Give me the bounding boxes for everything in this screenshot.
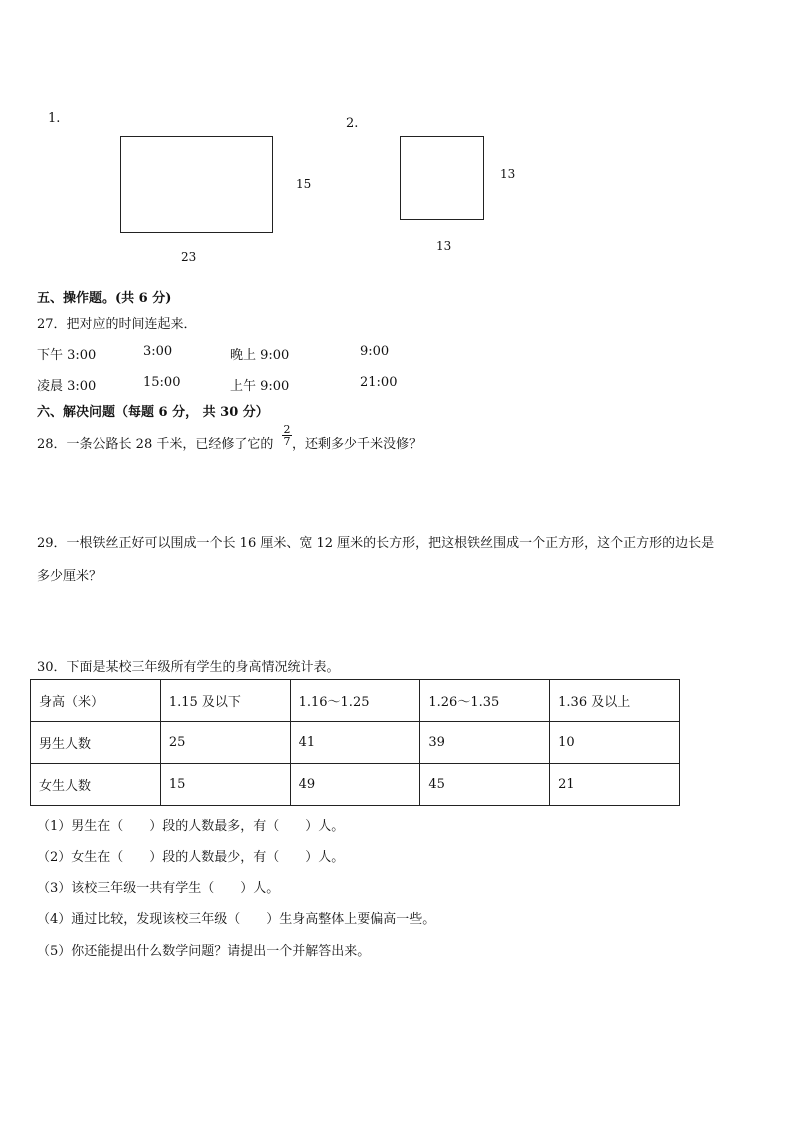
- time-row2-col3: 上午 9:00: [230, 379, 290, 394]
- table-cell: 25: [160, 722, 290, 764]
- table-header-cell: 身高（米）: [31, 680, 161, 722]
- fraction-denominator: 7: [283, 435, 291, 448]
- square-side-label: 13: [500, 167, 516, 181]
- table-cell: 41: [290, 722, 420, 764]
- table-cell: 男生人数: [31, 722, 161, 764]
- time-row1-col4: 9:00: [360, 344, 390, 359]
- table-row: [31, 722, 680, 764]
- table-header-row: [31, 680, 680, 722]
- time-row1-col2: 3:00: [143, 344, 173, 359]
- table-header-cell: 1.16～1.25: [290, 680, 420, 722]
- table-row: [31, 764, 680, 806]
- time-row2-col2: 15:00: [143, 375, 181, 390]
- time-row2-col1: 凌晨 3:00: [37, 379, 97, 394]
- table-cell: 21: [550, 764, 680, 806]
- rectangle-shape: [120, 136, 273, 233]
- subquestion-5: （5）你还能提出什么数学问题？请提出一个并解答出来。: [37, 944, 371, 959]
- table-cell: 15: [160, 764, 290, 806]
- question-28-tail: ，还剩多少千米没修？: [292, 437, 423, 452]
- rectangle-length-label: 23: [181, 250, 197, 264]
- table-cell: 10: [550, 722, 680, 764]
- section5-title: 五、操作题。(共 6 分): [37, 291, 172, 306]
- subquestion-3: （3）该校三年级一共有学生（ ）人。: [37, 881, 280, 896]
- question-29-line1: 29．一根铁丝正好可以围成一个长 16 厘米、宽 12 厘米的长方形，把这根铁丝围成一个正方形，这个正方形的边长是: [37, 536, 715, 551]
- rectangle-width-label: 15: [296, 177, 312, 191]
- table-header-cell: 1.26～1.35: [420, 680, 550, 722]
- table-header-cell: 1.15 及以下: [160, 680, 290, 722]
- table-cell: 45: [420, 764, 550, 806]
- time-row2-col4: 21:00: [360, 375, 398, 390]
- square-bottom-label: 13: [436, 239, 452, 253]
- height-stats-table: [30, 679, 680, 806]
- fraction-numerator: 2: [283, 423, 291, 436]
- subquestion-1: （1）男生在（ ）段的人数最多，有（ ）人。: [37, 819, 345, 834]
- table-cell: 女生人数: [31, 764, 161, 806]
- table-cell: 49: [290, 764, 420, 806]
- question-28-text: 28．一条公路长 28 千米，已经修了它的: [37, 437, 274, 452]
- figure1-number: 1.: [48, 111, 61, 126]
- figure2-number: 2.: [346, 116, 359, 131]
- fraction: [282, 424, 292, 447]
- question-29-line2: 多少厘米？: [37, 569, 103, 584]
- time-row1-col3: 晚上 9:00: [230, 348, 290, 363]
- question-27: 27．把对应的时间连起来．: [37, 317, 197, 332]
- square-shape: [400, 136, 484, 220]
- table-cell: 39: [420, 722, 550, 764]
- question-30: 30．下面是某校三年级所有学生的身高情况统计表。: [37, 660, 340, 675]
- section6-title: 六、解决问题（每题 6 分， 共 30 分）: [37, 405, 269, 420]
- subquestion-4: （4）通过比较，发现该校三年级（ ）生身高整体上要偏高一些。: [37, 912, 436, 927]
- time-row1-col1: 下午 3:00: [37, 348, 97, 363]
- subquestion-2: （2）女生在（ ）段的人数最少，有（ ）人。: [37, 850, 345, 865]
- table-header-cell: 1.36 及以上: [550, 680, 680, 722]
